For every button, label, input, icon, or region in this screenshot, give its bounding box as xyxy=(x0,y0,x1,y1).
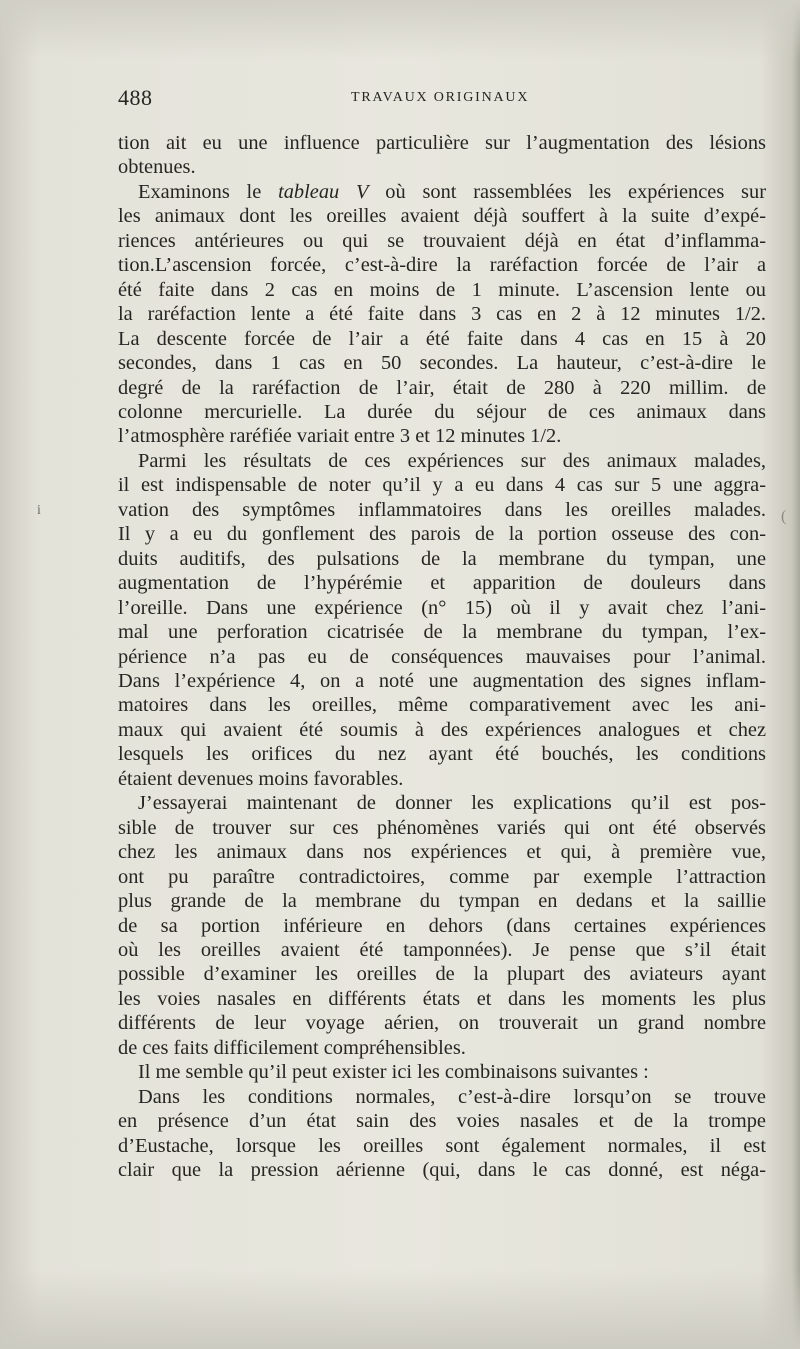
text-line: étaient devenues moins favorables. xyxy=(118,767,404,790)
text-line: obtenues. xyxy=(118,156,196,179)
page-number: 488 xyxy=(118,85,153,110)
text-line: les animaux dont les oreilles avaient déjà souffert à la suite d’expé- xyxy=(118,205,766,228)
text-line: colonne mercurielle. La durée du séjour de ces animaux dans xyxy=(118,400,766,423)
text-line: Il me semble qu’il peut exister ici les combinaisons suivantes : xyxy=(138,1061,649,1084)
text-line: d’Eustache, lorsque les oreilles sont également normales, il est xyxy=(118,1134,766,1157)
text-line: tion.L’ascension forcée, c’est-à-dire la raréfaction forcée de l’air a xyxy=(118,254,766,277)
text-line: matoires dans les oreilles, même comparativement avec les ani- xyxy=(118,694,766,717)
text-line: clair que la pression aérienne (qui, dans le cas donné, est néga- xyxy=(118,1159,766,1182)
text-line: en présence d’un état sain des voies nasales et de la trompe xyxy=(118,1110,766,1133)
text-line: tion ait eu une influence particulière sur l’augmentation des lésions xyxy=(118,132,766,154)
paragraph xyxy=(118,131,766,180)
text-line: Dans l’expérience 4, on a noté une augmentation des signes inflam- xyxy=(118,669,766,692)
text-line: La descente forcée de l’air a été faite dans 4 cas en 15 à 20 xyxy=(118,327,766,350)
text-line xyxy=(118,180,766,204)
text-line: chez les animaux dans nos expériences et qui, à première vue, xyxy=(118,841,766,864)
text-segment: Examinons le xyxy=(138,180,279,203)
margin-mark-right: ( xyxy=(781,508,787,525)
text-line: les voies nasales en différents états et dans les moments les plus xyxy=(118,987,766,1010)
text-line: été faite dans 2 cas en moins de 1 minute. L’ascension lente ou xyxy=(118,278,766,301)
text-line: où les oreilles avaient été tamponnées). Je pense que s’il était xyxy=(118,938,766,961)
text-line: de sa portion inférieure en dehors (dans certaines expériences xyxy=(118,914,766,937)
text-line: duits auditifs, des pulsations de la membrane du tympan, une xyxy=(118,547,766,570)
text-line: l’atmosphère raréfiée variait entre 3 et 12 minutes 1/2. xyxy=(118,425,562,448)
text-line: Dans les conditions normales, c’est-à-dire lorsqu’on se trouve xyxy=(138,1085,766,1108)
running-head: TRAVAUX ORIGINAUX xyxy=(351,90,530,105)
text-line: l’oreille. Dans une expérience (n° 15) où il y avait chez l’ani- xyxy=(118,596,766,619)
text-line: mal une perforation cicatrisée de la membrane du tympan, l’ex- xyxy=(118,621,766,644)
text-line: augmentation de l’hypérémie et apparition de douleurs dans xyxy=(118,572,766,595)
text-line: plus grande de la membrane du tympan en dedans et la saillie xyxy=(118,890,766,913)
text-line: maux qui avaient été soumis à des expériences analogues et chez xyxy=(118,718,766,741)
text-line: riences antérieures ou qui se trouvaient déjà en état d’inflamma- xyxy=(118,229,766,252)
text-line: ont pu paraître contradictoires, comme par exemple l’attraction xyxy=(118,865,766,888)
text-line: vation des symptômes inflammatoires dans les oreilles malades. xyxy=(118,498,766,521)
text-line: la raréfaction lente a été faite dans 3 cas en 2 à 12 minutes 1/2. xyxy=(118,303,766,326)
body-text xyxy=(118,131,766,1182)
text-line: sible de trouver sur ces phénomènes variés qui ont été observés xyxy=(118,816,766,839)
paragraph xyxy=(118,180,766,449)
table-reference: tableau V xyxy=(278,180,369,203)
margin-mark-left: i xyxy=(37,503,41,518)
text-line: degré de la raréfaction de l’air, était de 280 à 220 millim. de xyxy=(118,376,766,399)
text-line: possible d’examiner les oreilles de la plupart des aviateurs ayant xyxy=(118,963,766,986)
page-header xyxy=(118,85,766,115)
text-line: de ces faits difficilement compréhensibles. xyxy=(118,1036,466,1059)
paragraph xyxy=(118,791,766,1060)
text-line: secondes, dans 1 cas en 50 secondes. La hauteur, c’est-à-dire le xyxy=(118,352,766,375)
text-line: lesquels les orifices du nez ayant été bouchés, les conditions xyxy=(118,743,766,766)
text-segment: où sont rassemblées les expériences sur xyxy=(368,180,766,203)
text-line: J’essayerai maintenant de donner les explications qu’il est pos- xyxy=(138,792,766,815)
paragraph xyxy=(118,449,766,791)
text-line: il est indispensable de noter qu’il y a eu dans 4 cas sur 5 une aggra- xyxy=(118,474,766,497)
paragraph xyxy=(118,1060,766,1084)
text-line: différents de leur voyage aérien, on trouverait un grand nombre xyxy=(118,1012,766,1035)
text-line: Parmi les résultats de ces expériences sur des animaux malades, xyxy=(138,449,766,472)
paragraph xyxy=(118,1085,766,1183)
text-line: Il y a eu du gonflement des parois de la portion osseuse des con- xyxy=(118,523,766,546)
text-line: périence n’a pas eu de conséquences mauvaises pour l’animal. xyxy=(118,645,766,668)
